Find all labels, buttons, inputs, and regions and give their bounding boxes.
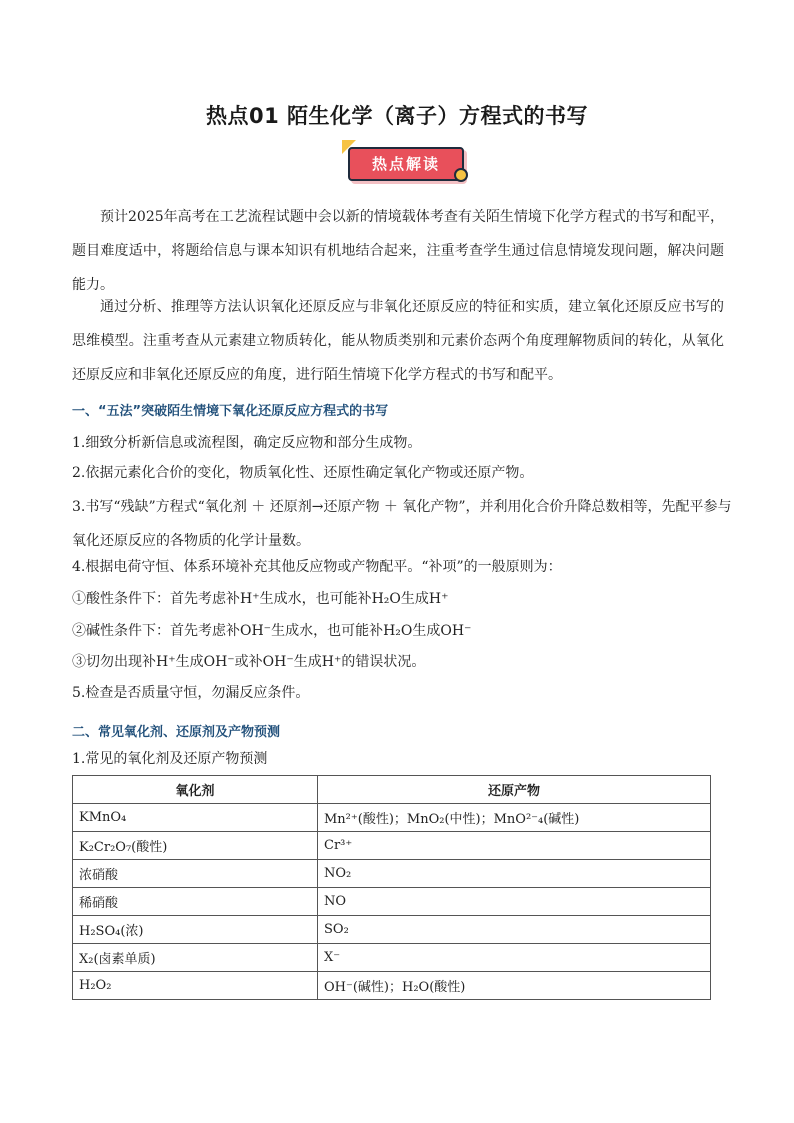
oxidant-cell: H₂O₂ [73, 972, 318, 1000]
product-cell: OH⁻(碱性)；H₂O(酸性) [318, 972, 711, 1000]
table-row [73, 860, 711, 888]
product-cell: Mn²⁺(酸性)；MnO₂(中性)；MnO²⁻₄(碱性) [318, 804, 711, 832]
table-row [73, 972, 711, 1000]
oxidant-cell: H₂SO₄(浓) [73, 916, 318, 944]
oxidant-cell: 浓硝酸 [73, 860, 318, 888]
section1-item-3: 3.书写“残缺”方程式“氧化剂 ＋ 还原剂→还原产物 ＋ 氧化产物”，并利用化合价升降总数相等，先配平参与氧化还原反应的各物质的化学计量数。 [72, 499, 732, 549]
badge-ring-icon [454, 168, 468, 182]
product-cell: SO₂ [318, 916, 711, 944]
product-cell: X⁻ [318, 944, 711, 972]
section1-item-6: ②碱性条件下：首先考虑补OH⁻生成水，也可能补H₂O生成OH⁻ [72, 623, 472, 639]
product-cell: NO₂ [318, 860, 711, 888]
hotspot-badge [342, 140, 476, 190]
product-cell: Cr³⁺ [318, 832, 711, 860]
oxidant-product-table [72, 775, 711, 1000]
section1-item-1: 1.细致分析新信息或流程图，确定反应物和部分生成物。 [72, 435, 422, 451]
product-cell: NO [318, 888, 711, 916]
table-row [73, 804, 711, 832]
table-row [73, 832, 711, 860]
section1-item-7: ③切勿出现补H⁺生成OH⁻或补OH⁻生成H⁺的错误状况。 [72, 654, 426, 670]
intro-paragraph-1: 预计2025年高考在工艺流程试题中会以新的情境载体考查有关陌生情境下化学方程式的书写和配平，题目难度适中，将题给信息与课本知识有机地结合起来，注重考查学生通过信息情境发现问题，解决问题能力。 [72, 209, 724, 293]
oxidant-cell: K₂Cr₂O₇(酸性) [73, 832, 318, 860]
oxidant-cell: 稀硝酸 [73, 888, 318, 916]
section1-heading: 一、“五法”突破陌生情境下氧化还原反应方程式的书写 [72, 404, 389, 419]
page-title: 热点01 陌生化学（离子）方程式的书写 [205, 104, 589, 128]
header-reduction-product: 还原产物 [318, 776, 711, 804]
section1-item-2: 2.依据元素化合价的变化，物质氧化性、还原性确定氧化产物或还原产物。 [72, 465, 534, 481]
oxidant-cell: KMnO₄ [73, 804, 318, 832]
section2-subheading: 1.常见的氧化剂及还原产物预测 [72, 751, 268, 767]
badge-label: 热点解读 [348, 147, 464, 181]
table-row [73, 888, 711, 916]
oxidant-cell: X₂(卤素单质) [73, 944, 318, 972]
section1-item-5: ①酸性条件下：首先考虑补H⁺生成水，也可能补H₂O生成H⁺ [72, 591, 449, 607]
table-row [73, 944, 711, 972]
table-row [73, 916, 711, 944]
section2-heading: 二、常见氧化剂、还原剂及产物预测 [72, 725, 281, 740]
section1-item-4: 4.根据电荷守恒、体系环境补充其他反应物或产物配平。“补项”的一般原则为： [72, 559, 562, 575]
section1-item-8: 5.检查是否质量守恒，勿漏反应条件。 [72, 685, 310, 701]
intro-paragraph-2: 通过分析、推理等方法认识氧化还原反应与非氧化还原反应的特征和实质，建立氧化还原反应书写的思维模型。注重考查从元素建立物质转化，能从物质类别和元素价态两个角度理解物质间的转化，从氧化还原反应和非氧化还原反应的角度，进行陌生情境下化学方程式的书写和配平。 [72, 299, 724, 383]
header-oxidant: 氧化剂 [73, 776, 318, 804]
table-header-row [73, 776, 711, 804]
